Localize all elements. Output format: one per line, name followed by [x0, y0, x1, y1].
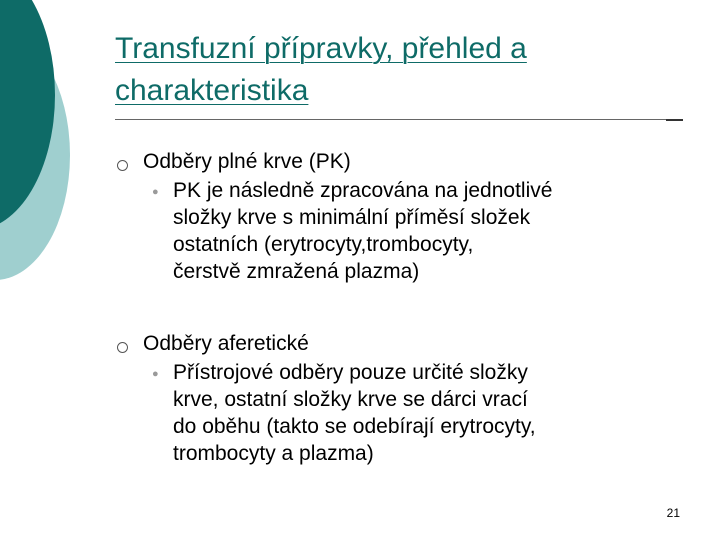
circle-bullet-icon [117, 342, 128, 353]
item-heading: Odběry aferetické [143, 332, 309, 355]
sub-item-line: PK je následně zpracována na jednotlivé [173, 179, 553, 202]
sub-item-line: trombocyty a plazma) [173, 442, 374, 465]
sub-item-text [173, 359, 693, 467]
title-divider [115, 119, 683, 120]
sub-item-line: do oběhu (takto se odebírají erytrocyty, [173, 415, 536, 438]
circle-bullet-icon [117, 160, 128, 171]
title-divider-accent [666, 119, 683, 121]
sub-item-line: krve, ostatní složky krve se dárci vrací [173, 388, 528, 411]
slide-title: Transfuzní přípravky, přehled a charakteristika [115, 32, 527, 107]
sub-item-line: čerstvě zmražená plazma) [173, 260, 420, 283]
sub-item-line: složky krve s minimální příměsí složek [173, 206, 531, 229]
sub-item-line: Přístrojové odběry pouze určité složky [173, 361, 528, 384]
sub-item-text [173, 177, 693, 285]
item-heading: Odběry plné krve (PK) [143, 150, 351, 173]
dot-bullet-icon: ● [152, 186, 159, 198]
page-number: 21 [666, 506, 680, 520]
sub-item-line: ostatních (erytrocyty,trombocyty, [173, 233, 474, 256]
dot-bullet-icon: ● [152, 368, 159, 380]
